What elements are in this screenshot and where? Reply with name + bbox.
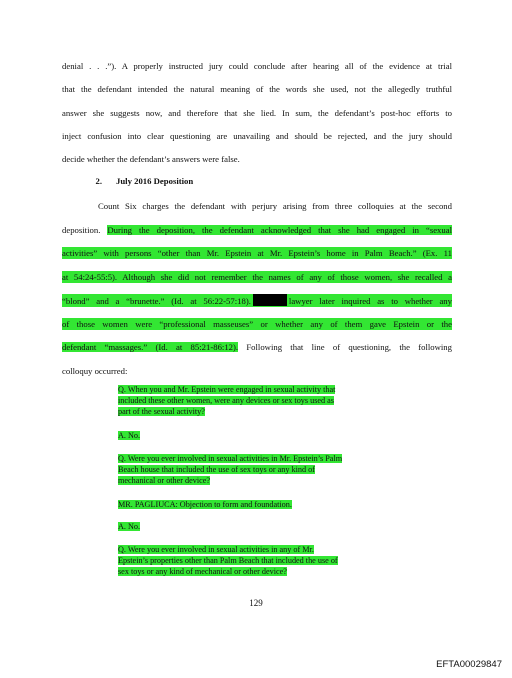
- highlighted-text: “blond” and a “brunette.” (Id. at 56:22-57:18).: [62, 296, 251, 306]
- quote-line: included these other women, were any devices or sex toys used as: [118, 396, 334, 405]
- highlighted-line: activities” with persons “other than Mr. Epstein at Mr. Epstein’s home in Palm Beach.” (Ex. 11: [62, 248, 452, 258]
- quote-line: sex toys or any kind of mechanical or other device?: [118, 567, 287, 576]
- quote-line: Q. When you and Mr. Epstein were engaged in sexual activity that: [118, 385, 336, 394]
- colloquy-question: [118, 384, 392, 417]
- quote-line: A. No.: [118, 522, 141, 531]
- redaction-block: [253, 294, 287, 306]
- body-text: Following that line of questioning, the following: [238, 342, 452, 352]
- quote-line: Q. Were you ever involved in sexual activities in any of Mr.: [118, 545, 314, 554]
- quote-line: A. No.: [118, 431, 141, 440]
- highlighted-text: lawyer later inquired as to whether any: [288, 296, 452, 306]
- quote-line: Q. Were you ever involved in sexual activities in Mr. Epstein’s Palm: [118, 454, 343, 463]
- highlighted-line: of those women were “professional masseuses” or whether any of them gave Epstein or the: [62, 319, 452, 329]
- colloquy-question: [118, 544, 392, 577]
- colloquy-answer: [118, 430, 392, 441]
- bates-number: EFTA00029847: [436, 659, 502, 670]
- highlighted-text: defendant “massages.” (Id. at 85:21-86:12).: [62, 342, 239, 352]
- page-number: 129: [249, 598, 263, 608]
- section-title: July 2016 Deposition: [116, 176, 194, 186]
- body-text: deposition.: [62, 225, 108, 235]
- body-line: inject confusion into clear questioning are unavailing and should be rejected, and the jury should: [62, 131, 452, 141]
- colloquy-question: [118, 453, 392, 486]
- body-line: colloquy occurred:: [62, 366, 128, 376]
- quote-line: part of the sexual activity?: [118, 407, 205, 416]
- quote-line: Beach house that included the use of sex toys or any kind of: [118, 465, 315, 474]
- body-line: [62, 341, 452, 353]
- body-line: answer she suggests now, and therefore that she lied. In sum, the defendant’s post-hoc efforts to: [62, 108, 452, 118]
- quote-line: Epstein’s properties other than Palm Beach that included the use of: [118, 556, 338, 565]
- quote-line: MR. PAGLIUCA: Objection to form and foundation.: [118, 500, 292, 509]
- body-line: denial . . .”). A properly instructed jury could conclude after hearing all of the evidence at trial: [62, 61, 452, 71]
- quote-line: mechanical or other device?: [118, 476, 211, 485]
- highlighted-line: [62, 294, 452, 307]
- highlighted-line: at 54:24-55:5). Although she did not remember the names of any of those women, she recalled a: [62, 272, 452, 282]
- body-line: that the defendant intended the natural meaning of the words she used, not the allegedly truthful: [62, 84, 452, 94]
- body-line: Count Six charges the defendant with perjury arising from three colloquies at the second: [98, 201, 452, 211]
- colloquy-answer: [118, 521, 392, 532]
- body-line: [62, 224, 452, 236]
- section-number: 2.: [95, 176, 102, 186]
- highlighted-text: During the deposition, the defendant acknowledged that she had engaged in “sexual: [107, 225, 453, 235]
- section-heading: [62, 176, 193, 186]
- colloquy-objection: [118, 499, 392, 510]
- body-line: decide whether the defendant’s answers were false.: [62, 154, 240, 164]
